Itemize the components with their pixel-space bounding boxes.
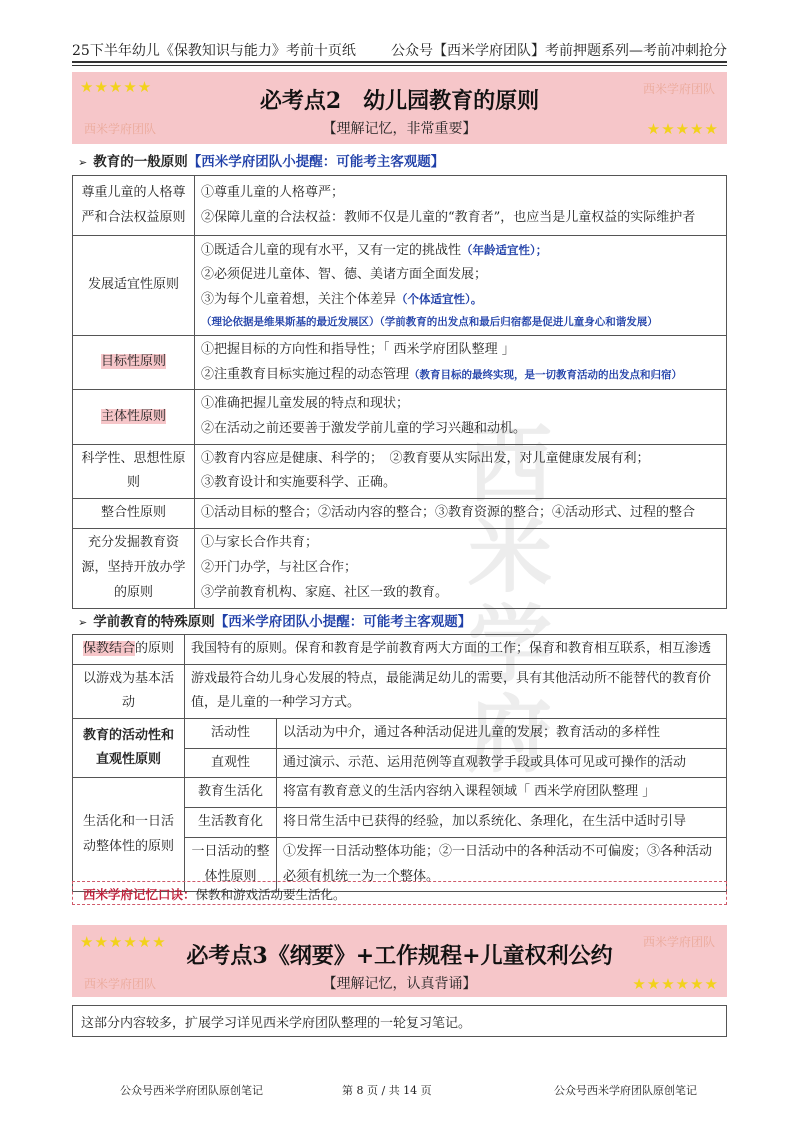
banner-subtitle: 【理解记忆，非常重要】 [322,121,477,137]
memory-tip-box [72,881,727,905]
principle-cell: 整合性原则 [73,499,195,529]
principle-cell: 生活化和一日活动整体性的原则 [73,778,185,892]
content-cell [195,499,727,529]
sub-principle-cell: 教育生活化 [185,778,277,808]
page-number: 第 8 页 / 共 14 页 [342,1084,432,1097]
principle-cell: 尊重儿童的人格尊严和合法权益原则 [73,176,195,236]
content-cell: 将日常生活中已获得的经验，加以系统化、条理化，在生活中适时引导 [277,808,727,838]
banner-watermark: 西米学府团队 [84,977,157,991]
table-row [73,664,727,718]
page-watermark: 西米学府 [467,415,552,784]
content-cell: 以活动为中介，通过各种活动促进儿童的发展；教育活动的多样性 [277,719,727,749]
arrow-bullet-icon: ➢ [78,156,88,169]
content-cell [195,176,727,236]
content-line [201,239,720,264]
content-text: ①既适合儿童的现有水平，又有一定的挑战性 [201,242,462,258]
content-cell [195,528,727,608]
star-rating-icon: ★★★★★ [80,78,153,96]
content-line: ②必须促进儿童体、智、德、美诸方面全面发展； [201,267,488,283]
principle-cell [73,635,185,665]
theory-note: （理论依据是维果斯基的最近发展区）（学前教育的出发点和最后归宿都是促进儿童身心和谐发展） [201,315,658,328]
principle-cell: 科学性、思想性原则 [73,444,195,498]
content-line: ①活动目标的整合；②活动内容的整合；③教育资源的整合；④活动形式、过程的整合 [201,505,696,521]
content-cell: 游戏最符合幼儿身心发展的特点，最能满足幼儿的需要，具有其他活动所不能替代的教育价值，是儿童的一种学习方式。 [185,664,727,718]
content-cell: ①发挥一日活动整体功能；②一日活动中的各种活动不可偏废；③各种活动必须有机统一为一个整体。 [277,837,727,891]
content-cell: 我国特有的原则。保育和教育是学前教育两大方面的工作；保育和教育相互联系，相互渗透 [185,635,727,665]
content-line: ①教育内容应是健康、科学的； ②教育要从实际出发，对儿童健康发展有利； [201,450,650,466]
sub-principle-cell: 活动性 [185,719,277,749]
content-cell [195,336,727,390]
extended-study-note: 这部分内容较多，扩展学习详见西米学府团队整理的一轮复习笔记。 [72,1005,727,1037]
content-line [201,288,720,313]
star-rating-icon: ★★★★★★ [80,933,167,951]
content-cell [195,444,727,498]
sub-principle-cell: 生活教育化 [185,808,277,838]
content-cell [195,236,727,336]
content-text: ②注重教育目标实施过程的动态管理 [201,366,410,382]
table-row [73,528,727,608]
emphasis-tag: （个体适宜性）。 [396,291,483,306]
emphasis-tag: （教育目标的最终实现，是一切教育活动的出发点和归宿） [409,368,683,381]
banner-title: 必考点3《纲要》+工作规程+儿童权利公约 [186,943,613,969]
header-rule [72,61,727,63]
star-rating-icon: ★★★★★★ [632,975,719,993]
special-principles-table [72,634,727,892]
header-left-text: 25下半年幼儿《保教知识与能力》考前十页纸 [72,43,356,59]
general-principles-table [72,175,727,609]
content-line: ③学前教育机构、家庭、社区一致的教育。 [201,584,449,600]
content-cell: 通过演示、示范、运用范例等直观教学手段或具体可见或可操作的活动 [277,748,727,778]
principle-cell: 发展适宜性原则 [73,236,195,336]
footer-right-text: 公众号西米学府团队原创笔记 [554,1084,697,1097]
principle-cell: 充分发掘教育资源，坚持开放办学的原则 [73,528,195,608]
banner-title: 必考点2 幼儿园教育的原则 [259,88,540,114]
banner-watermark: 西米学府团队 [642,935,715,949]
emphasis-tag: （年龄适宜性）； [461,242,548,257]
table-row [73,444,727,498]
content-line: ①把握目标的方向性和指导性；「 西米学府团队整理 」 [201,342,515,357]
table-row [73,719,727,749]
principle-cell [73,336,195,390]
banner-watermark: 西米学府团队 [642,82,715,96]
principle-cell: 以游戏为基本活动 [73,664,185,718]
arrow-bullet-icon: ➢ [78,616,88,629]
table-row [73,499,727,529]
principle-text: 的原则 [135,641,175,656]
principle-cell [73,390,195,444]
content-line: ①尊重儿童的人格尊严； [201,184,345,200]
table-row [73,635,727,665]
principle-highlight: 保教结合 [82,641,135,656]
memory-tip-label: 西米学府记忆口诀： [83,887,196,902]
content-line: ①与家长合作共育； [201,535,319,551]
section-heading [78,610,471,630]
principle-highlight: 目标性原则 [100,354,166,370]
header-rule-thin [72,65,727,66]
section-title: 教育的一般原则 [93,154,188,170]
table-row [73,778,727,808]
section-heading [78,150,444,170]
sub-principle-cell: 直观性 [185,748,277,778]
content-line [201,363,720,388]
content-line: ②保障儿童的合法权益：教师不仅是儿童的“教育者”，也应当是儿童权益的实际维护者 [201,209,696,225]
content-line: ①准确把握儿童发展的特点和现状； [201,396,410,412]
topic-banner-2 [72,72,727,144]
content-text: ③为每个儿童着想，关注个体差异 [201,291,397,307]
section-title: 学前教育的特殊原则 [93,614,215,630]
content-cell: 将富有教育意义的生活内容纳入课程领域「 西米学府团队整理 」 [277,778,727,808]
content-line: ②在活动之前还要善于激发学前儿童的学习兴趣和动机。 [201,421,527,437]
content-line: ②开门办学，与社区合作； [201,559,358,575]
sub-principle-cell: 一日活动的整体性原则 [185,837,277,891]
section-tip: 【西米学府团队小提醒：可能考主客观题】 [187,154,445,170]
banner-watermark: 西米学府团队 [84,122,157,136]
topic-banner-3 [72,925,727,997]
header-right-text: 公众号【西米学府团队】考前押题系列—考前冲刺抢分 [391,43,727,59]
banner-subtitle: 【理解记忆，认真背诵】 [322,976,477,992]
content-line: ③教育设计和实施要科学、正确。 [201,475,397,491]
table-row [73,336,727,390]
principle-highlight: 主体性原则 [100,408,166,424]
principle-cell: 教育的活动性和直观性原则 [73,719,185,778]
memory-tip-text: 保教和游戏活动要生活化。 [195,887,346,902]
section-tip: 【西米学府团队小提醒：可能考主客观题】 [214,614,472,630]
star-rating-icon: ★★★★★ [646,120,719,138]
page-header [72,36,727,64]
content-cell [195,390,727,444]
table-row [73,236,727,336]
footer-left-text: 公众号西米学府团队原创笔记 [120,1084,263,1097]
table-row [73,390,727,444]
table-row [73,176,727,236]
